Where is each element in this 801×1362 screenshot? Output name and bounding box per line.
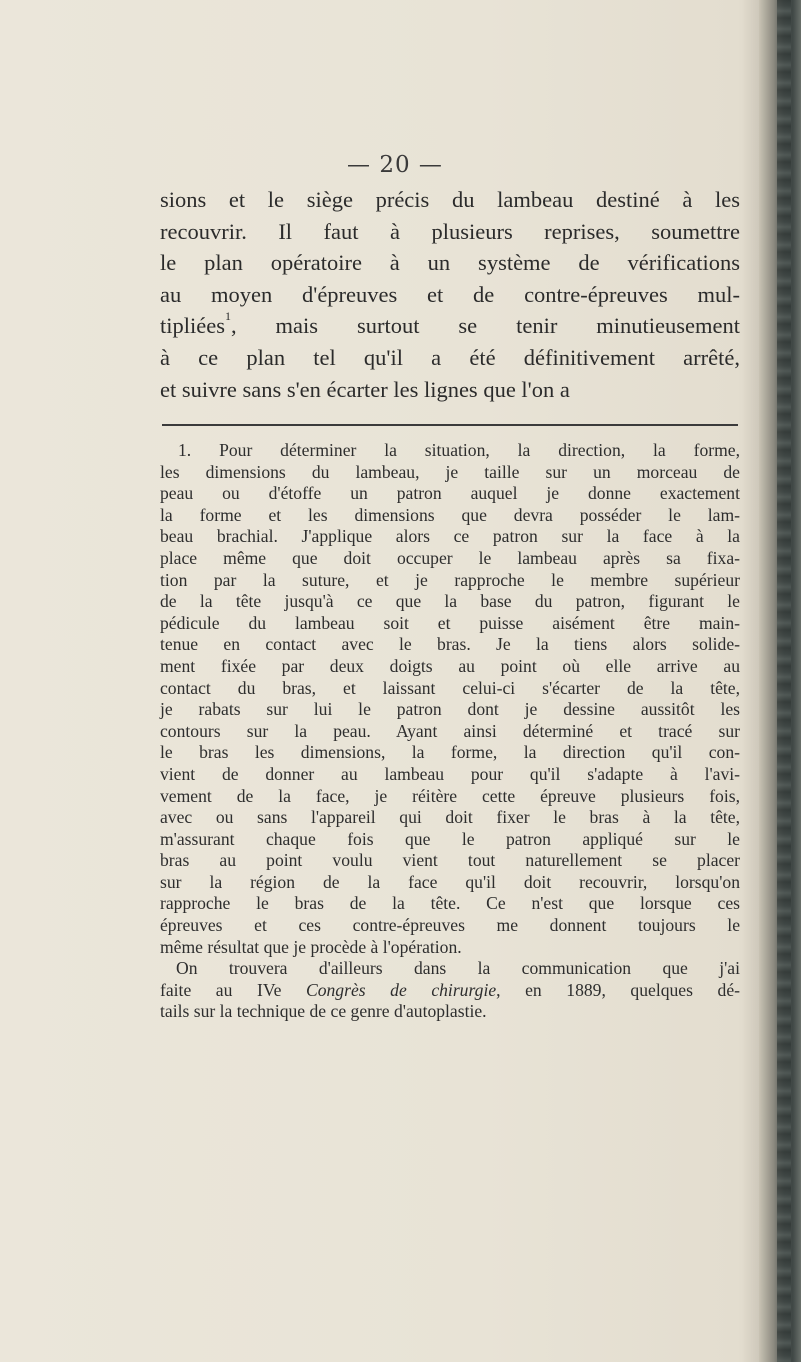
footnote-line: On trouvera d'ailleurs dans la communication que j'ai: [176, 958, 740, 979]
page-number: — 20 —: [347, 152, 443, 178]
book-edge-texture: [777, 0, 791, 1362]
footnote-line: ment fixée par deux doigts au point où elle arrive au: [160, 655, 740, 676]
footnote-line: de la tête jusqu'à ce que la base du patron, figurant le: [160, 591, 740, 612]
main-paragraph: [160, 184, 740, 405]
footnote-line: bras au point voulu vient tout naturellement se placer: [160, 850, 740, 871]
footnote-line: m'assurant chaque fois que le patron appliqué sur le: [160, 828, 740, 849]
text-line: et suivre sans s'en écarter les lignes que l'on a: [160, 376, 570, 402]
text-line: sions et le siège précis du lambeau destiné à les: [160, 187, 740, 212]
footnote-line: place même que doit occuper le lambeau après sa fixa-: [160, 547, 740, 568]
footnote-line: vement de la face, je réitère cette épreuve plusieurs fois,: [160, 785, 740, 806]
text-line: recouvrir. Il faut à plusieurs reprises, soumettre: [160, 218, 740, 244]
footnote-line: sur la région de la face qu'il doit recouvrir, lorsqu'on: [160, 871, 740, 892]
footnote: [160, 440, 740, 1023]
text-line: à ce plan tel qu'il a été définitivement arrêté,: [160, 344, 740, 370]
congress-title: Congrès de chirurgie: [305, 979, 497, 1000]
text-fragment: , en 1889, quelques dé-: [496, 979, 740, 1000]
footnote-line: je rabats sur lui le patron dont je dessine aussitôt les: [160, 699, 740, 720]
text-line: le plan opératoire à un système de vérifications: [160, 250, 740, 276]
footnote-line: tion par la suture, et je rapproche le membre supérieur: [160, 569, 740, 590]
footnote-line: pédicule du lambeau soit et puisse aisément être main-: [160, 612, 740, 633]
footnote-line: rapproche le bras de la tête. Ce n'est que lorsque ces: [160, 893, 740, 914]
footnote-line: beau brachial. J'applique alors ce patron sur la face à la: [160, 526, 740, 547]
footnote-line: les dimensions du lambeau, je taille sur un morceau de: [160, 461, 740, 482]
text-line: [160, 310, 740, 342]
footnote-line: peau ou d'étoffe un patron auquel je donne exactement: [160, 483, 740, 504]
text-line: au moyen d'épreuves et de contre-épreuves mul-: [160, 281, 740, 307]
footnote-separator: [162, 424, 738, 426]
footnote-line: épreuves et ces contre-épreuves me donnent toujours le: [160, 915, 740, 936]
footnote-reference: 1: [224, 309, 231, 324]
page-edge-shadow: [741, 0, 759, 1362]
footnote-line: [160, 980, 740, 1002]
text-fragment: tipliées: [160, 313, 225, 339]
footnote-line: tenue en contact avec le bras. Je la tiens alors solide-: [160, 634, 740, 655]
footnote-line: avec ou sans l'appareil qui doit fixer le bras à la tête,: [160, 807, 740, 828]
footnote-line: contact du bras, et laissant celui-ci s'écarter de la tête,: [160, 677, 740, 698]
footnote-line: 1. Pour déterminer la situation, la direction, la forme,: [178, 440, 740, 460]
footnote-line: tails sur la technique de ce genre d'autoplastie.: [160, 1001, 487, 1022]
text-fragment: faite au IVe: [160, 979, 282, 1000]
footnote-line: même résultat que je procède à l'opération.: [160, 936, 462, 957]
footnote-line: le bras les dimensions, la forme, la direction qu'il con-: [160, 742, 740, 763]
text-fragment: , mais surtout se tenir minutieusement: [230, 313, 740, 339]
footnote-line: la forme et les dimensions que devra posséder le lam-: [160, 504, 740, 525]
footnote-line: vient de donner au lambeau pour qu'il s'adapte à l'avi-: [160, 763, 740, 784]
footnote-line: contours sur la peau. Ayant ainsi déterminé et tracé sur: [160, 720, 740, 741]
